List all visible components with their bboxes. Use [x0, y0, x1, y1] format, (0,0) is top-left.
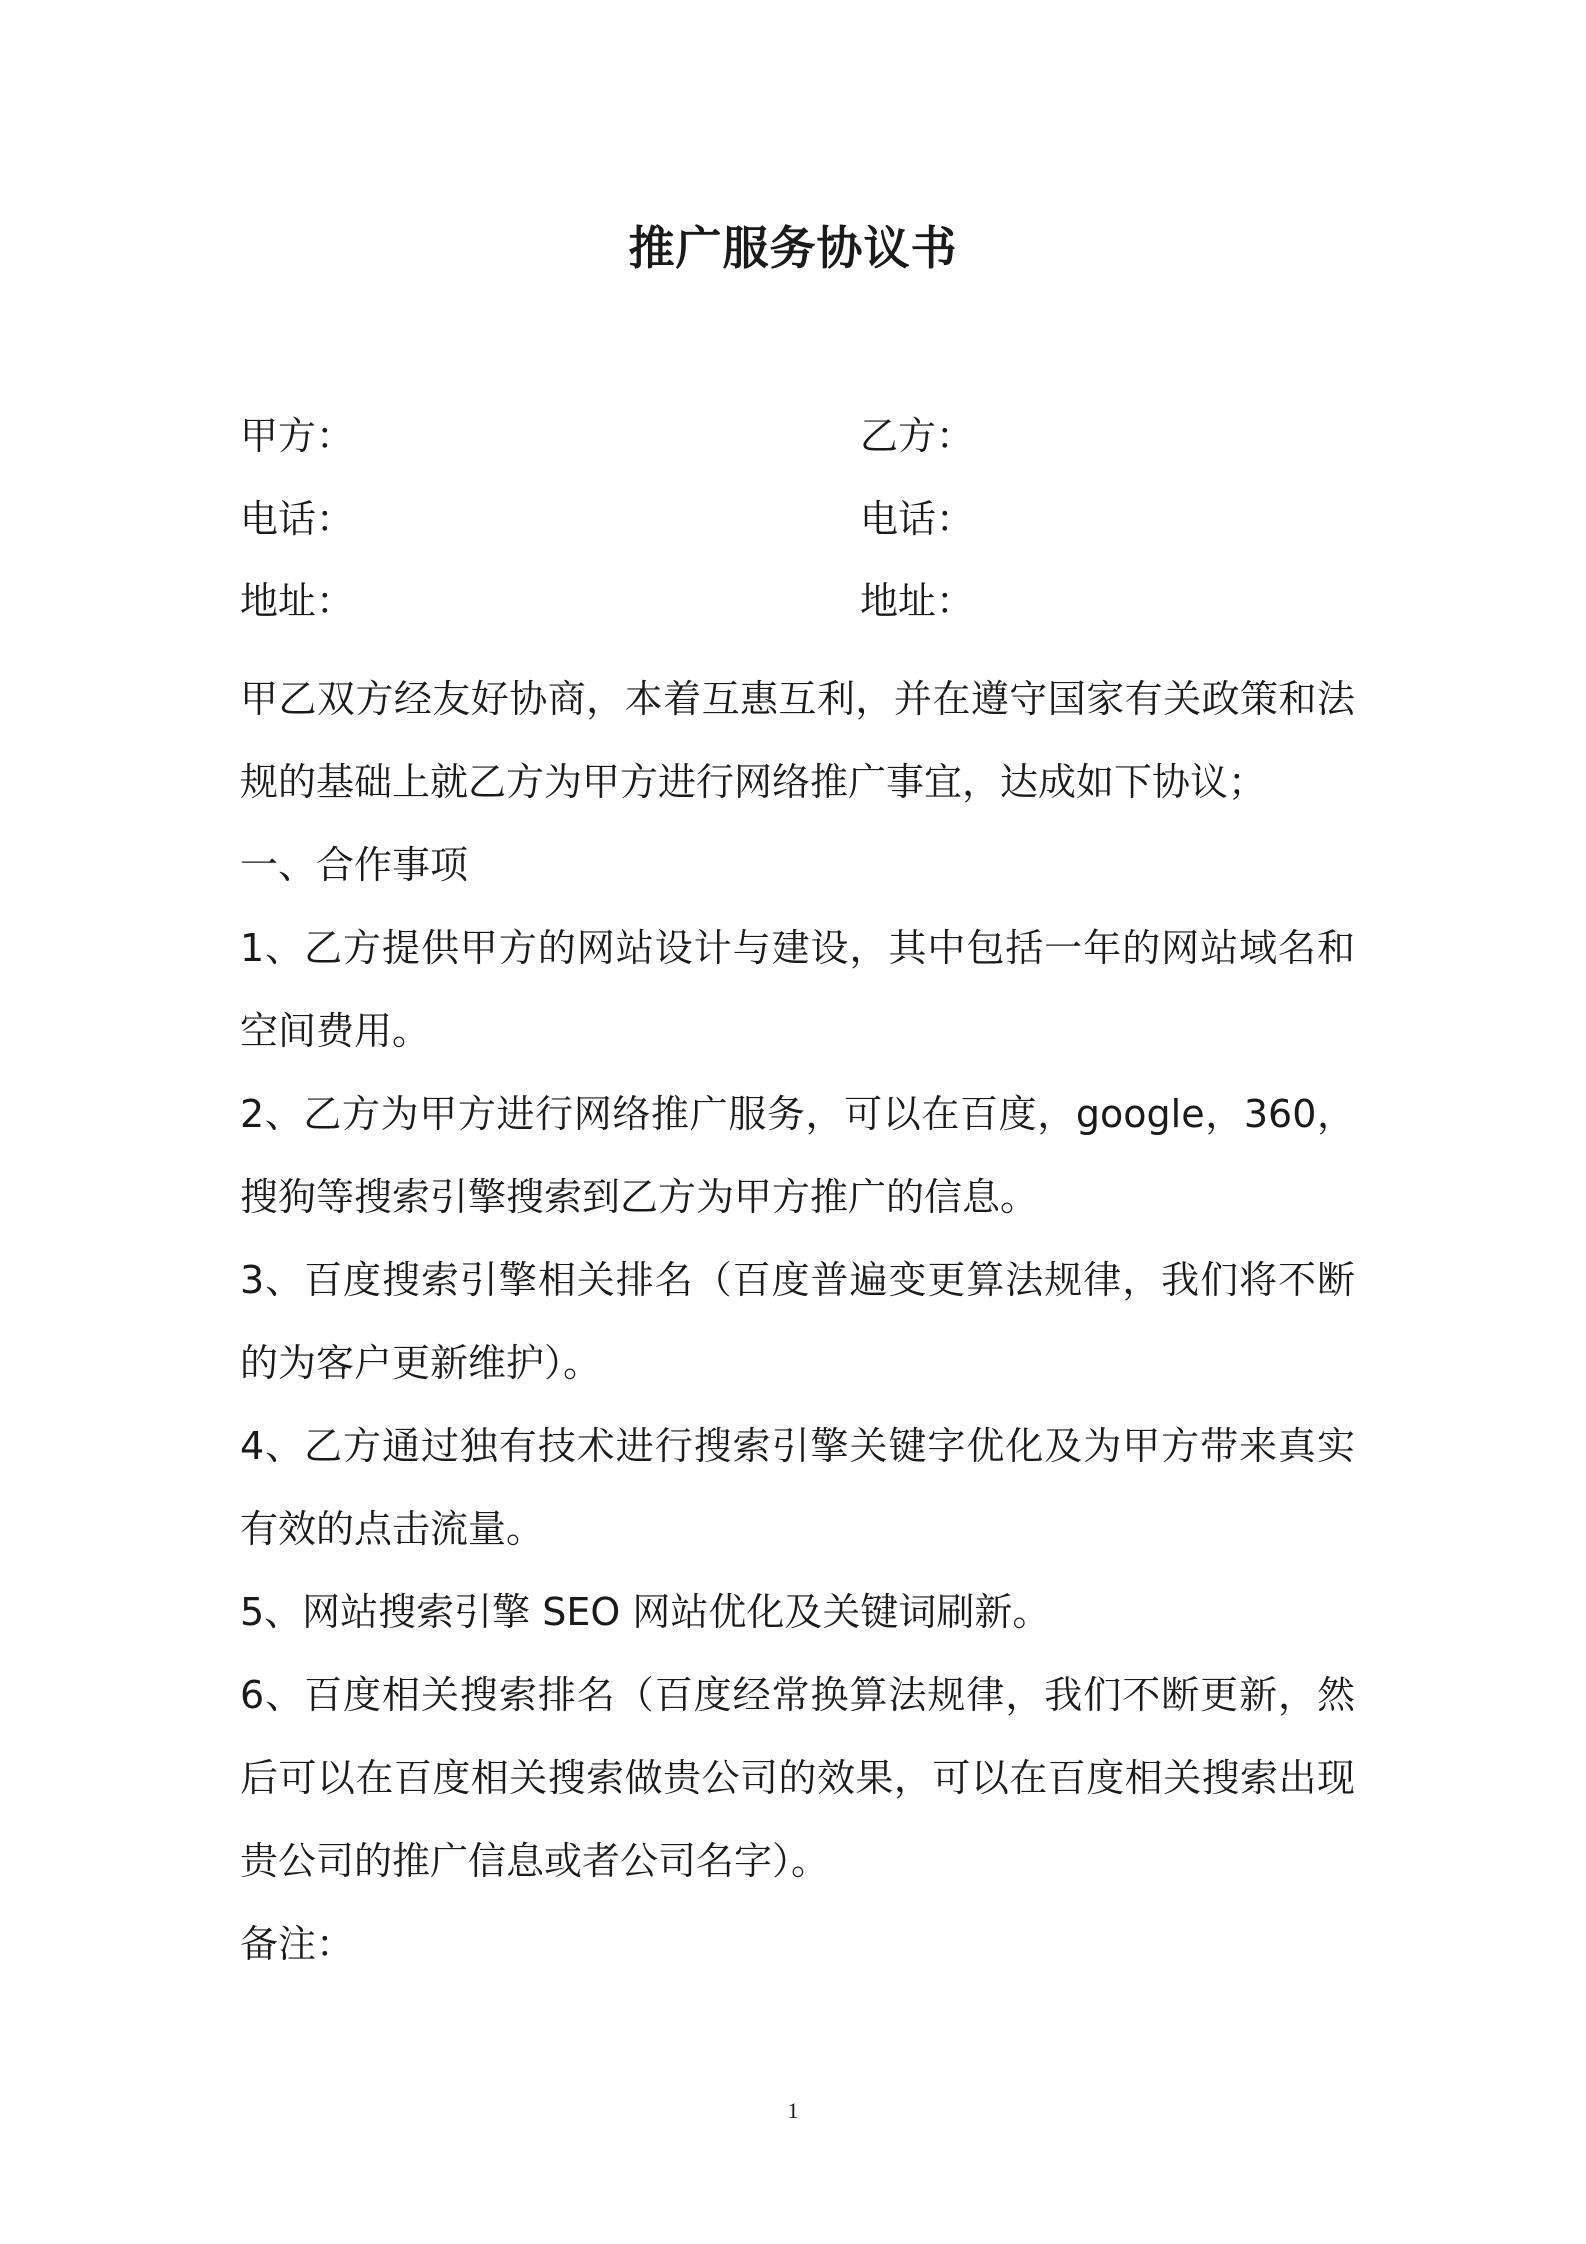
- address-row: [240, 573, 1360, 629]
- cooperation-item: 3、百度搜索引擎相关排名（百度普遍变更算法规律，我们将不断的为客户更新维护）。: [240, 1258, 1355, 1385]
- party-row: [240, 408, 1360, 464]
- agreement-body: [240, 658, 1355, 1986]
- party-a-label: 甲方：: [240, 414, 355, 458]
- section-heading: 一、合作事项: [240, 843, 469, 887]
- page-number: 1: [787, 2098, 799, 2123]
- document-title: 推广服务协议书: [628, 221, 958, 275]
- cooperation-item: 6、百度相关搜索排名（百度经常换算法规律，我们不断更新，然后可以在百度相关搜索做贵公司的效果，可以在百度相关搜索出现贵公司的推广信息或者公司名字）。: [240, 1673, 1355, 1883]
- phone-a-label: 电话：: [240, 497, 355, 541]
- cooperation-item: 2、乙方为甲方进行网络推广服务，可以在百度，google，360，搜狗等搜索引擎搜索到乙方为甲方推广的信息。: [240, 1092, 1355, 1219]
- address-a-label: 地址：: [240, 579, 355, 623]
- phone-b-label: 电话：: [860, 497, 975, 541]
- address-b-label: 地址：: [860, 579, 975, 623]
- cooperation-item: 1、乙方提供甲方的网站设计与建设，其中包括一年的网站域名和空间费用。: [240, 926, 1355, 1053]
- cooperation-item: 5、网站搜索引擎 SEO 网站优化及关键词刷新。: [240, 1590, 1051, 1634]
- party-b-label: 乙方：: [860, 414, 975, 458]
- intro-paragraph: 甲乙双方经友好协商，本着互惠互利，并在遵守国家有关政策和法规的基础上就乙方为甲方进行网络推广事宜，达成如下协议；: [240, 677, 1355, 804]
- remark-label: 备注：: [240, 1922, 355, 1966]
- phone-row: [240, 491, 1360, 547]
- cooperation-item: 4、乙方通过独有技术进行搜索引擎关键字优化及为甲方带来真实有效的点击流量。: [240, 1424, 1355, 1551]
